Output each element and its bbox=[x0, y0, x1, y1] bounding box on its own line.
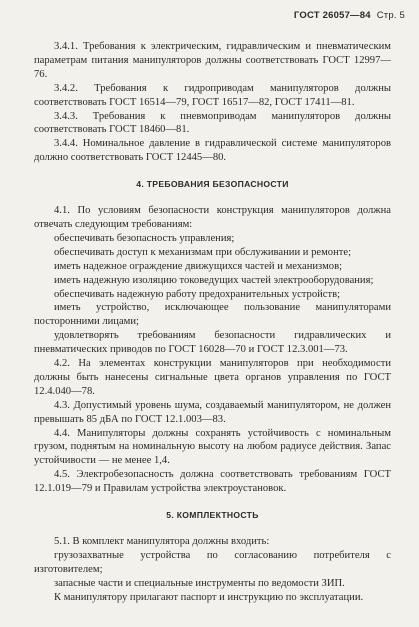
paragraph-5-1: 5.1. В комплект манипулятора должны входить: bbox=[54, 536, 270, 547]
paragraph-3-4-4: 3.4.4. Номинальное давление в гидравлической системе манипуляторов должно соответствовать ГОСТ 12445—80. bbox=[34, 138, 391, 164]
paragraph-3-4-3: 3.4.3. Требования к пневмоприводам манипуляторов должны соответствовать ГОСТ 18460—81. bbox=[34, 110, 391, 136]
paragraph-4-2: 4.2. На элементах конструкции манипуляторов при необходимости должны быть нанесены сигнальные цвета органов управления по ГОСТ 12.4.040—78. bbox=[34, 358, 391, 397]
paragraph-4-4: 4.4. Манипуляторы должны сохранять устойчивость с номинальным грузом, поднятым на номинальную высоту на любом радиусе действия. Запас устойчивости — не менее 1,4. bbox=[34, 427, 391, 467]
paragraph-4-5: 4.5. Электробезопасность должна соответствовать требованиям ГОСТ 12.1.019—79 и Правилам устройства электроустановок. bbox=[34, 469, 391, 495]
section-5-title: 5. КОМПЛЕКТНОСТЬ bbox=[166, 510, 259, 521]
list-item: иметь устройство, исключающее пользование манипуляторами посторонними лицами; bbox=[34, 302, 391, 328]
list-item: обеспечивать надежную работу предохранительных устройств; bbox=[54, 288, 341, 300]
paragraph-3-4-2: 3.4.2. Требования к гидроприводам манипуляторов должны соответствовать ГОСТ 16514—79, ГОСТ 16517—82, ГОСТ 17411—81. bbox=[34, 82, 391, 108]
section-4-title: 4. ТРЕБОВАНИЯ БЕЗОПАСНОСТИ bbox=[136, 179, 289, 190]
standard-number: ГОСТ 26057—84 bbox=[293, 10, 371, 21]
paragraph-3-4-1: 3.4.1. Требования к электрическим, гидравлическим и пневматическим параметрам питания манипуляторов должны соответствовать ГОСТ 12997—76. bbox=[34, 41, 391, 80]
paragraph-5-2: К манипулятору прилагают паспорт и инструкцию по эксплуатации. bbox=[54, 591, 364, 603]
paragraph-4-3: 4.3. Допустимый уровень шума, создаваемый манипулятором, не должен превышать 85 дБА по ГОСТ 12.1.003—83. bbox=[34, 399, 391, 425]
list-item: удовлетворять требованиям безопасности гидравлических и пневматических приводов по ГОСТ 16028—70 и ГОСТ 12.3.001—73. bbox=[34, 330, 391, 356]
paragraph-4-1: 4.1. По условиям безопасности конструкция манипуляторов должна отвечать следующим требованиям: bbox=[34, 205, 391, 230]
page-header bbox=[294, 10, 405, 21]
list-item: грузозахватные устройства по согласованию потребителя с изготовителем; bbox=[34, 549, 391, 575]
list-item: иметь надежное ограждение движущихся частей и механизмов; bbox=[54, 260, 343, 272]
document-body bbox=[34, 40, 391, 605]
list-item: запасные части и специальные инструменты по ведомости ЗИП. bbox=[54, 577, 345, 589]
list-item: обеспечивать безопасность управления; bbox=[54, 232, 235, 244]
list-item: иметь надежную изоляцию токоведущих частей электрооборудования; bbox=[54, 274, 374, 286]
list-item: обеспечивать доступ к механизмам при обслуживании и ремонте; bbox=[54, 246, 352, 258]
page-number: Стр. 5 bbox=[376, 10, 405, 21]
